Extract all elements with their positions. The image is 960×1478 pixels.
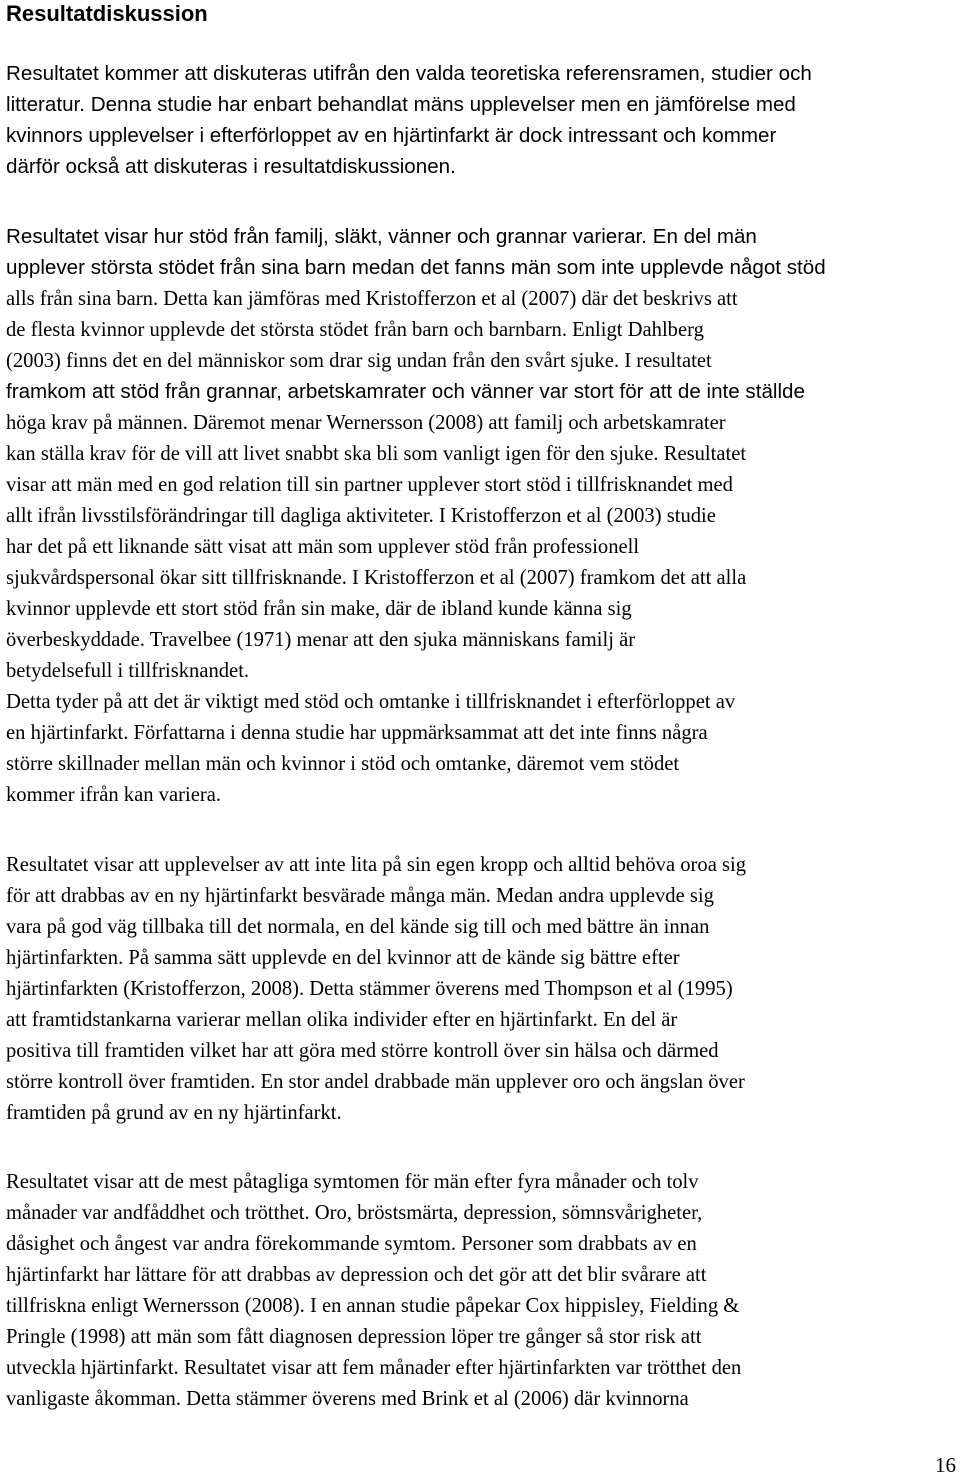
text-line: har det på ett liknande sätt visat att män som upplever stöd från professionell (6, 536, 640, 558)
text-line: positiva till framtiden vilket har att göra med större kontroll över sin hälsa och därmed (6, 1040, 719, 1062)
text-line: dåsighet och ångest var andra förekommande symtom. Personer som drabbats av en (6, 1233, 697, 1255)
text-line: kommer ifrån kan variera. (6, 784, 221, 806)
text-line: överbeskyddade. Travelbee (1971) menar att den sjuka människans familj är (6, 629, 636, 651)
text-line: utveckla hjärtinfarkt. Resultatet visar att fem månader efter hjärtinfarkten var trötthet den (6, 1357, 742, 1379)
page-number: 16 (935, 1453, 956, 1477)
text-line: visar att män med en god relation till sin partner upplever stort stöd i tillfrisknandet med (6, 474, 733, 496)
text-line: större skillnader mellan män och kvinnor i stöd och omtanke, däremot vem stödet (6, 753, 680, 775)
text-line: sjukvårdspersonal ökar sitt tillfrisknande. I Kristofferzon et al (2007) framkom det att alla (6, 567, 747, 589)
text-line: därför också att diskuteras i resultatdiskussionen. (6, 155, 456, 178)
text-line: alls från sina barn. Detta kan jämföras med Kristofferzon et al (2007) där det beskrivs att (6, 288, 738, 310)
text-line: framtiden på grund av en ny hjärtinfarkt. (6, 1102, 342, 1124)
text-line: en hjärtinfarkt. Författarna i denna studie har uppmärksammat att det inte finns några (6, 722, 708, 744)
text-line: kvinnor upplevde ett stort stöd från sin make, där de ibland kunde känna sig (6, 598, 632, 620)
text-line: tillfriskna enligt Wernersson (2008). I en annan studie påpekar Cox hippisley, Fielding & (6, 1295, 740, 1317)
text-line: de flesta kvinnor upplevde det största stödet från barn och barnbarn. Enligt Dahlberg (6, 319, 704, 341)
text-line: Resultatet visar att upplevelser av att inte lita på sin egen kropp och alltid behöva oroa sig (6, 854, 747, 876)
text-line: framkom att stöd från grannar, arbetskamrater och vänner var stort för att de inte ställde (6, 380, 805, 403)
text-line: större kontroll över framtiden. En stor andel drabbade män upplever oro och ängslan över (6, 1071, 745, 1093)
text-line: Resultatet kommer att diskuteras utifrån den valda teoretiska referensramen, studier och (6, 62, 812, 85)
text-line: Detta tyder på att det är viktigt med stöd och omtanke i tillfrisknandet i efterförloppet av (6, 691, 736, 713)
text-line: upplever största stödet från sina barn medan det fanns män som inte upplevde något stöd (6, 256, 826, 279)
text-line: kan ställa krav för de vill att livet snabbt ska bli som vanligt igen för den sjuke. Resultatet (6, 443, 747, 465)
text-line: månader var andfåddhet och trötthet. Oro, bröstsmärta, depression, sömnsvårigheter, (6, 1202, 703, 1224)
text-line: för att drabbas av en ny hjärtinfarkt besvärade många män. Medan andra upplevde sig (6, 885, 714, 907)
text-line: litteratur. Denna studie har enbart behandlat mäns upplevelser men en jämförelse med (6, 93, 796, 116)
text-line: hjärtinfarkten. På samma sätt upplevde en del kvinnor att de kände sig bättre efter (6, 947, 680, 969)
text-line: Resultatet visar hur stöd från familj, släkt, vänner och grannar varierar. En del män (6, 225, 757, 248)
text-line: Pringle (1998) att män som fått diagnosen depression löper tre gånger så stor risk att (6, 1326, 702, 1348)
text-line: (2003) finns det en del människor som drar sig undan från den svårt sjuke. I resultatet (6, 350, 712, 372)
text-line: betydelsefull i tillfrisknandet. (6, 660, 250, 682)
text-line: hjärtinfarkt har lättare för att drabbas av depression och det gör att det blir svårare att (6, 1264, 707, 1286)
text-line: kvinnors upplevelser i efterförloppet av en hjärtinfarkt är dock intressant och kommer (6, 124, 777, 147)
text-line: Resultatet visar att de mest påtagliga symtomen för män efter fyra månader och tolv (6, 1171, 699, 1193)
text-line: vara på god väg tillbaka till det normala, en del kände sig till och med bättre än innan (6, 916, 710, 938)
text-line: att framtidstankarna varierar mellan olika individer efter en hjärtinfarkt. En del är (6, 1009, 678, 1031)
section-heading: Resultatdiskussion (6, 1, 208, 26)
text-line: höga krav på männen. Däremot menar Wernersson (2008) att familj och arbetskamrater (6, 412, 726, 434)
text-line: hjärtinfarkten (Kristofferzon, 2008). Detta stämmer överens med Thompson et al (1995) (6, 978, 733, 1000)
text-line: vanligaste åkomman. Detta stämmer överens med Brink et al (2006) där kvinnorna (6, 1388, 689, 1410)
text-line: allt ifrån livsstilsförändringar till dagliga aktiviteter. I Kristofferzon et al (2003) studie (6, 505, 716, 527)
